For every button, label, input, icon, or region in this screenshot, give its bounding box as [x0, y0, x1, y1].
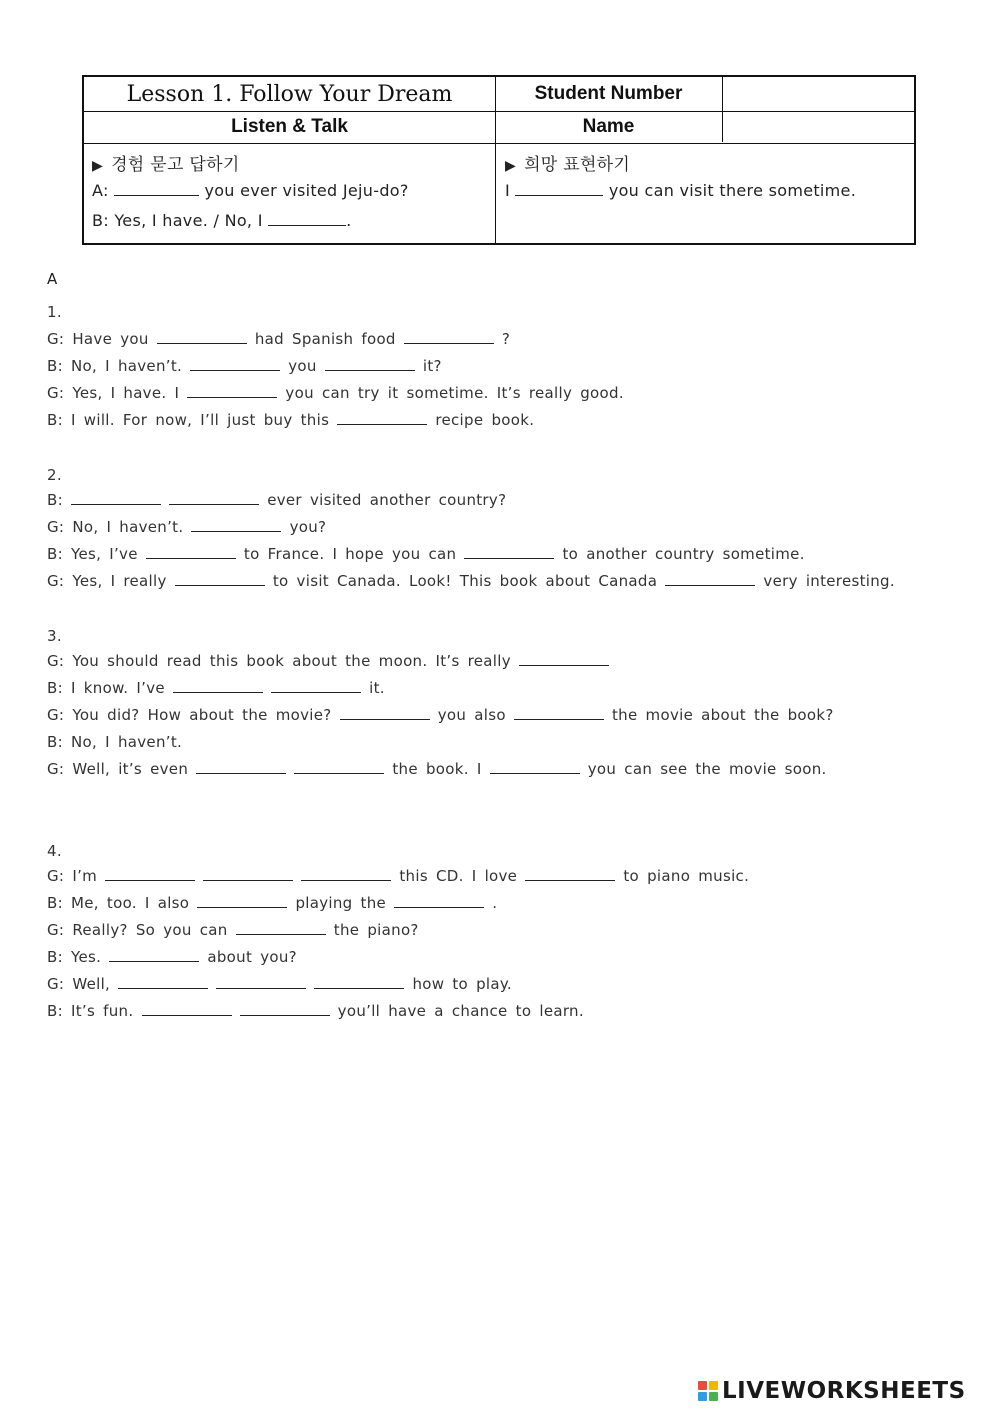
blank-field[interactable] [271, 680, 361, 693]
dialogue-text: you’ll have a chance to learn. [337, 1002, 584, 1020]
dialogue-text: you can try it sometime. It’s really good. [285, 384, 624, 402]
dialogue-text: this CD. I love [399, 867, 518, 885]
dialogue-text: B: I know. I’ve [47, 679, 165, 697]
dialogue-line [47, 357, 442, 375]
blank-field[interactable] [314, 976, 404, 989]
logo-icon [698, 1381, 718, 1401]
blank-field[interactable] [325, 358, 415, 371]
dialogue-text: B: No, I haven’t. [47, 357, 183, 375]
dialogue-line [47, 975, 512, 993]
dialogue-line [47, 948, 297, 966]
blank-field[interactable] [191, 519, 281, 532]
dialogue-text: G: Really? So you can [47, 921, 228, 939]
blank-field[interactable] [236, 922, 326, 935]
dialogue-text: very interesting. [763, 572, 895, 590]
name-label: Name [582, 116, 635, 137]
dialogue-line [47, 384, 624, 402]
dialogue-text: B: [47, 491, 63, 509]
left-box-heading: ▶ 경험 묻고 답하기 [92, 155, 240, 175]
blank-field[interactable] [240, 1003, 330, 1016]
dialogue-line [47, 733, 182, 751]
dialogue-text: G: Have you [47, 330, 149, 348]
logo-square [709, 1381, 718, 1390]
listen-talk-label: Listen & Talk [231, 116, 348, 137]
blank-field[interactable] [490, 761, 580, 774]
dialogue-text: ? [501, 330, 511, 348]
dialogue-text: about you? [207, 948, 297, 966]
blank-field[interactable] [173, 680, 263, 693]
dialogue-text: B: Me, too. I also [47, 894, 190, 912]
dialogue-text: B: No, I haven’t. [47, 733, 183, 751]
dialogue-line [47, 760, 827, 778]
blank-field[interactable] [515, 183, 603, 196]
blank-field[interactable] [118, 976, 208, 989]
blank-field[interactable] [519, 653, 609, 666]
blank-field[interactable] [142, 1003, 232, 1016]
dialogue-text: G: Yes, I have. I [47, 384, 180, 402]
blank-field[interactable] [175, 573, 265, 586]
triangle-bullet-icon: ▶ [505, 158, 517, 174]
blank-field[interactable] [157, 331, 247, 344]
logo-square [698, 1381, 707, 1390]
dialogue-text: you? [289, 518, 327, 536]
student-number-label: Student Number [534, 83, 683, 104]
blank-field[interactable] [340, 707, 430, 720]
dialogue-line [47, 706, 834, 724]
dialogue-text: G: You should read this book about the moon. It’s really [47, 652, 511, 670]
blank-field[interactable] [394, 895, 484, 908]
blank-field[interactable] [337, 412, 427, 425]
left-box-line-1: A: you ever visited Jeju-do? [92, 181, 409, 200]
exercise-number: 1. [47, 303, 62, 321]
dialogue-line [47, 867, 749, 885]
dialogue-text: B: I will. For now, I’ll just buy this [47, 411, 330, 429]
dialogue-text: to France. I hope you can [243, 545, 457, 563]
blank-field[interactable] [294, 761, 384, 774]
logo-square [709, 1392, 718, 1401]
blank-field[interactable] [146, 546, 236, 559]
blank-field[interactable] [203, 868, 293, 881]
exercise-number: 3. [47, 627, 62, 645]
dialogue-text: G: Well, [47, 975, 111, 993]
dialogue-text: you can see the movie soon. [587, 760, 827, 778]
blank-field[interactable] [109, 949, 199, 962]
dialogue-line [47, 518, 326, 536]
dialogue-text: the piano? [333, 921, 419, 939]
dialogue-text: it? [422, 357, 442, 375]
dialogue-text: had Spanish food [254, 330, 396, 348]
blank-field[interactable] [514, 707, 604, 720]
blank-field[interactable] [665, 573, 755, 586]
exercise-number: 2. [47, 466, 62, 484]
dialogue-text: how to play. [412, 975, 512, 993]
dialogue-text: to another country sometime. [562, 545, 805, 563]
blank-field[interactable] [464, 546, 554, 559]
blank-field[interactable] [105, 868, 195, 881]
dialogue-line [47, 330, 510, 348]
triangle-bullet-icon: ▶ [92, 158, 104, 174]
dialogue-line [47, 545, 805, 563]
blank-field[interactable] [268, 213, 346, 226]
dialogue-text: B: It’s fun. [47, 1002, 134, 1020]
blank-field[interactable] [301, 868, 391, 881]
header-table [82, 75, 916, 245]
blank-field[interactable] [216, 976, 306, 989]
dialogue-line [47, 894, 497, 912]
dialogue-text: G: You did? How about the movie? [47, 706, 332, 724]
dialogue-line [47, 652, 609, 670]
dialogue-line [47, 679, 385, 697]
blank-field[interactable] [525, 868, 615, 881]
dialogue-text: you [288, 357, 317, 375]
left-box-line-2: B: Yes, I have. / No, I . [92, 211, 352, 230]
dialogue-text: B: Yes, I’ve [47, 545, 138, 563]
logo-square [698, 1392, 707, 1401]
dialogue-line [47, 921, 419, 939]
dialogue-line [47, 491, 506, 509]
dialogue-text: G: No, I haven’t. [47, 518, 184, 536]
blank-field[interactable] [196, 761, 286, 774]
dialogue-text: the movie about the book? [611, 706, 834, 724]
dialogue-text: G: Well, it’s even [47, 760, 189, 778]
logo-text: LIVEWORKSHEETS [722, 1378, 966, 1404]
dialogue-text: the book. I [392, 760, 482, 778]
dialogue-text: to visit Canada. Look! This book about Canada [272, 572, 658, 590]
right-box-heading: ▶ 희망 표현하기 [505, 155, 631, 175]
blank-field[interactable] [187, 385, 277, 398]
dialogue-text: G: I’m [47, 867, 98, 885]
header-divider-horizontal-2 [84, 143, 914, 144]
dialogue-line [47, 572, 895, 590]
dialogue-text: . [492, 894, 498, 912]
blank-field[interactable] [71, 492, 161, 505]
dialogue-text: to piano music. [623, 867, 750, 885]
blank-field[interactable] [197, 895, 287, 908]
lesson-title: Lesson 1. Follow Your Dream [126, 81, 453, 107]
dialogue-line [47, 1002, 584, 1020]
exercise-number: 4. [47, 842, 62, 860]
dialogue-text: ever visited another country? [267, 491, 507, 509]
dialogue-text: playing the [295, 894, 387, 912]
dialogue-text: recipe book. [435, 411, 535, 429]
blank-field[interactable] [114, 183, 199, 196]
liveworksheets-logo [698, 1378, 966, 1404]
name-field[interactable] [722, 111, 916, 143]
student-number-field[interactable] [722, 77, 916, 111]
blank-field[interactable] [169, 492, 259, 505]
blank-field[interactable] [190, 358, 280, 371]
dialogue-text: B: Yes. [47, 948, 102, 966]
right-box-line-1: I you can visit there sometime. [505, 181, 857, 200]
section-label: A [47, 270, 58, 288]
dialogue-text: you also [437, 706, 506, 724]
dialogue-line [47, 411, 534, 429]
dialogue-text: it. [369, 679, 385, 697]
blank-field[interactable] [404, 331, 494, 344]
dialogue-text: G: Yes, I really [47, 572, 167, 590]
